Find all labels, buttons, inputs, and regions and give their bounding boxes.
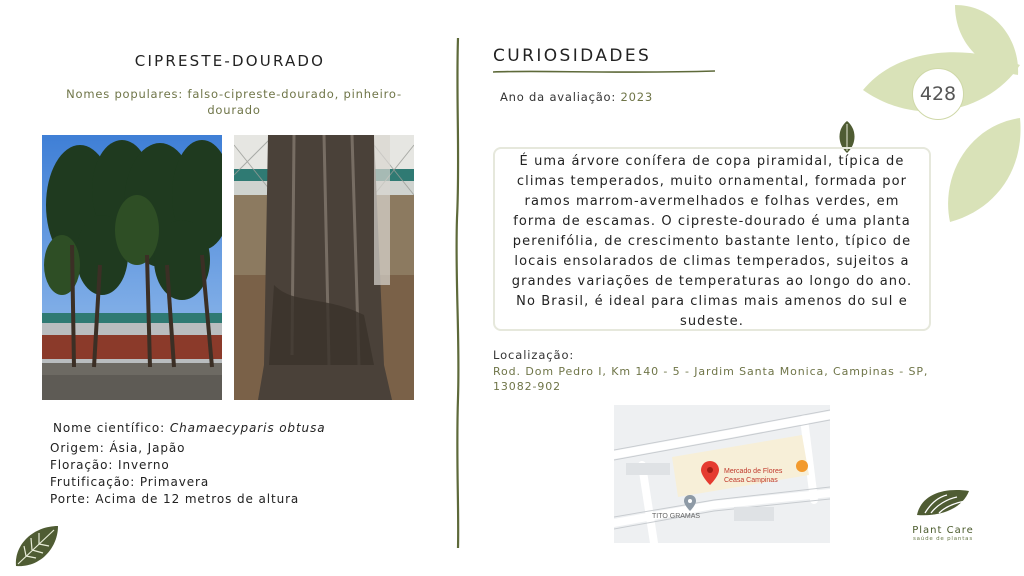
evaluation-year — [500, 90, 653, 104]
description-text: É uma árvore conífera de copa piramidal, típica de climas temperados, muito ornamental, formada por ramos marrom-avermelhados e folhas verdes, em forma de escamas. O cipreste-dourado é uma planta perenifólia, de crescimento bastante lento, típico de locais ensolarados de climas temperados, sujeitos a grandes variações de temperaturas ao longo do ano. No Brasil, é ideal para climas mais amenos do sul e sudeste. — [511, 154, 913, 329]
size: Porte: Acima de 12 metros de altura — [50, 492, 300, 506]
map-place-label: TITO GRAMAS — [652, 513, 701, 520]
food-marker-icon — [796, 460, 808, 472]
brand-logo — [898, 485, 988, 542]
leaf-icon — [12, 522, 60, 570]
scientific-name-label: Nome científico: — [53, 421, 170, 435]
brand-leaf-icon — [913, 485, 973, 519]
location-label: Localização: — [493, 348, 575, 362]
map-pin-label-2: Ceasa Campinas — [724, 477, 778, 484]
map-pin-label-1: Mercado de Flores — [724, 468, 783, 475]
plant-specs — [50, 420, 325, 508]
popular-names-value: falso-cipreste-dourado, pinheiro-dourado — [187, 87, 402, 117]
year-label: Ano da avaliação: — [500, 90, 621, 104]
tree-photo — [42, 135, 222, 400]
scientific-name — [53, 420, 325, 437]
popular-names-label: Nomes populares: — [66, 87, 188, 101]
brand-tagline: saúde de plantas — [912, 536, 974, 542]
year-value: 2023 — [620, 90, 653, 104]
flowering: Floração: Inverno — [50, 458, 170, 472]
origin: Origem: Ásia, Japão — [50, 441, 186, 455]
page-number-badge — [912, 68, 964, 120]
popular-names — [48, 86, 420, 118]
vertical-divider — [452, 38, 464, 548]
page-number: 428 — [919, 83, 957, 105]
location-map[interactable] — [614, 405, 830, 543]
trunk-photo — [234, 135, 414, 400]
fruiting: Frutificação: Primavera — [50, 475, 210, 489]
section-heading: CURIOSIDADES — [493, 46, 652, 66]
plant-title: CIPRESTE-DOURADO — [134, 52, 326, 70]
description-box — [493, 147, 931, 331]
heading-underline — [493, 68, 715, 76]
scientific-name-value: Chamaecyparis obtusa — [169, 421, 326, 435]
brand-name: Plant Care — [912, 525, 974, 536]
location-address: Rod. Dom Pedro I, Km 140 - 5 - Jardim Santa Monica, Campinas - SP, 13082-902 — [493, 365, 929, 393]
